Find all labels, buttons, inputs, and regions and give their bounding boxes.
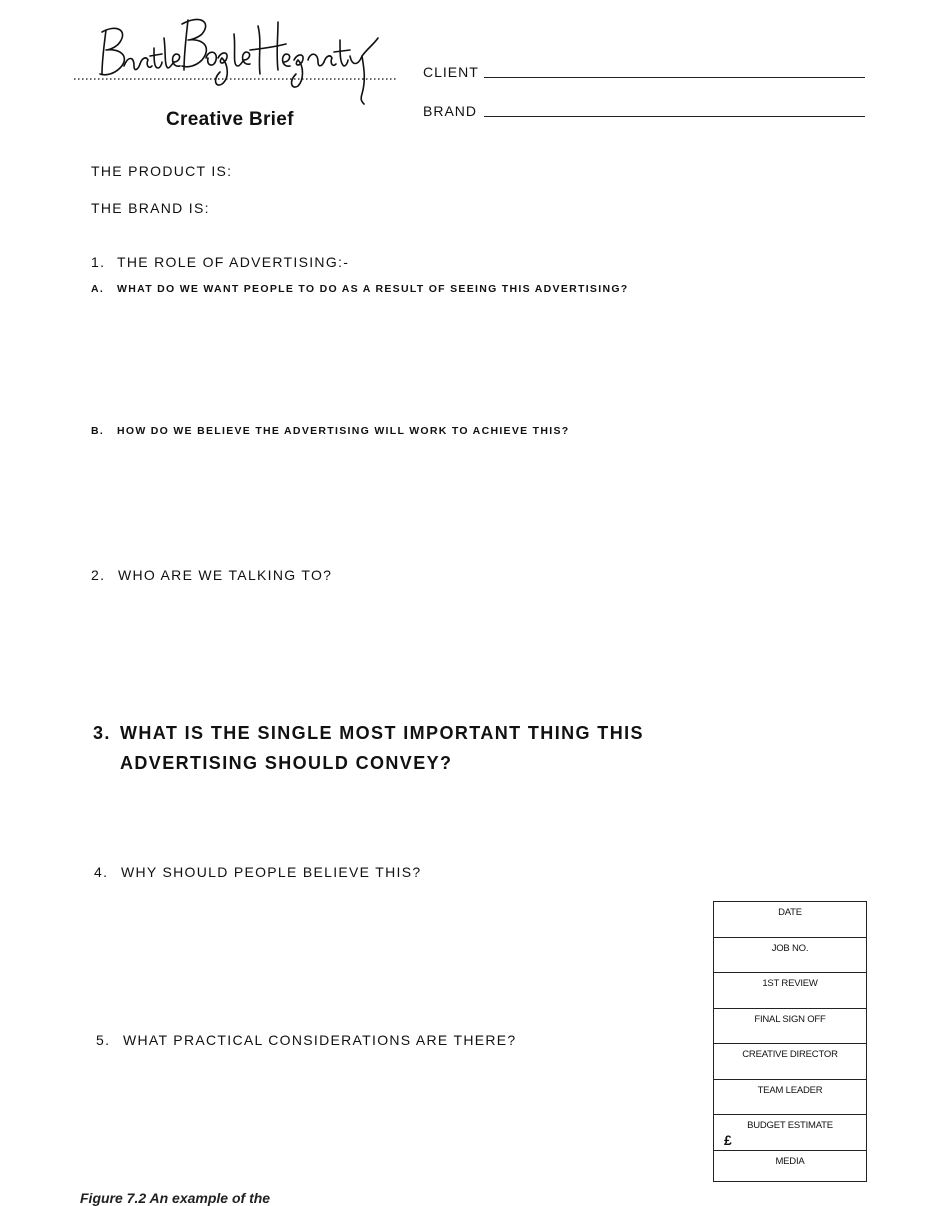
signoff-row-job-no[interactable] [714,938,866,974]
question-text: WHY SHOULD PEOPLE BELIEVE THIS? [121,864,422,880]
question-2 [91,567,332,583]
figure-caption: Figure 7.2 An example of the [80,1190,271,1206]
product-prompt: THE PRODUCT IS: [91,163,233,179]
question-number: B. [91,425,105,437]
question-number: 5. [96,1032,111,1048]
client-field[interactable] [484,77,865,78]
brand-prompt: THE BRAND IS: [91,200,210,216]
signoff-row-date[interactable] [714,902,866,938]
signoff-row-team-leader[interactable] [714,1080,866,1116]
signoff-row-1st-review[interactable] [714,973,866,1009]
signoff-row-final-sign-off[interactable] [714,1009,866,1045]
question-number: 1. [91,254,106,270]
signoff-row-creative-director[interactable] [714,1044,866,1080]
question-1 [91,254,349,270]
signoff-label: FINAL SIGN OFF [754,1013,826,1025]
creative-brief-title: Creative Brief [166,109,294,130]
question-4 [94,864,421,880]
question-5 [96,1032,517,1048]
question-text: THE ROLE OF ADVERTISING:- [117,254,350,270]
agency-logo [72,8,402,128]
signoff-label: DATE [778,907,802,918]
question-text: WHO ARE WE TALKING TO? [118,567,333,583]
question-text-line-1: WHAT IS THE SINGLE MOST IMPORTANT THING THIS [120,723,644,743]
signoff-label: 1ST REVIEW [762,978,818,989]
question-number: A. [91,283,105,295]
question-1a [91,283,629,295]
signoff-row-media[interactable] [714,1151,866,1181]
question-text: WHAT PRACTICAL CONSIDERATIONS ARE THERE? [123,1032,517,1048]
question-text: WHAT DO WE WANT PEOPLE TO DO AS A RESULT OF SEEING THIS ADVERTISING? [117,283,629,295]
question-3 [93,718,644,778]
question-number: 3. [93,723,111,743]
question-number: 2. [91,567,106,583]
signoff-label: BUDGET ESTIMATE [747,1120,833,1131]
brand-field[interactable] [484,116,865,117]
question-text-line-2: ADVERTISING SHOULD CONVEY? [120,753,453,773]
brand-label: BRAND [423,103,478,119]
signoff-table [713,901,867,1182]
pound-sign: £ [724,1132,732,1148]
client-label: CLIENT [423,64,479,80]
signoff-label: JOB NO. [771,942,809,954]
signoff-label: TEAM LEADER [757,1084,823,1096]
question-number: 4. [94,864,109,880]
question-text: HOW DO WE BELIEVE THE ADVERTISING WILL WORK TO ACHIEVE THIS? [117,425,570,437]
signoff-label: CREATIVE DIRECTOR [742,1049,838,1060]
signoff-row-budget-estimate[interactable] [714,1115,866,1151]
question-1b [91,425,570,437]
signoff-label: MEDIA [775,1155,805,1167]
signature-logo-graphic [72,8,402,108]
